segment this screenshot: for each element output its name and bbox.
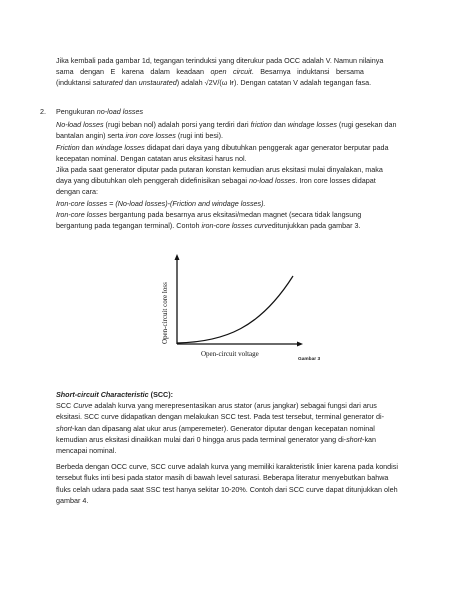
italic-term: open circuit bbox=[210, 67, 252, 77]
text-line: fluks celah udara pada saat SSC test hanya sekitar 10-20%. Contoh dari SCC curve dapat ditunjukkan oleh bbox=[56, 484, 398, 494]
text-span: dan bbox=[124, 78, 137, 88]
italic-term: friction bbox=[250, 120, 272, 130]
text-span: dan bbox=[273, 120, 286, 130]
text-span: (rugi inti besi). bbox=[177, 131, 224, 141]
list-number: 2. bbox=[40, 107, 46, 116]
text-span: (SCC): bbox=[150, 390, 174, 399]
text-line: kecepatan nominal. Dengan catatan arus eksitasi harus nol. bbox=[56, 153, 247, 163]
italic-term: saturated bbox=[92, 78, 123, 88]
text-span: . Besarnya induktansi bersama bbox=[251, 67, 364, 77]
core-loss-plot bbox=[155, 248, 355, 372]
italic-term: Iron-core losses bbox=[56, 209, 108, 219]
y-axis-arrow bbox=[175, 254, 180, 260]
text-span: sama dengan E karena dalam keadaan bbox=[56, 67, 204, 77]
text-line: eksitasi. SCC curve didapatkan dengan melakukan SCC test. Pada test tersebut, terminal generator di- bbox=[56, 412, 384, 422]
text-span: bergantung pada tegangan terminal). Contoh bbox=[56, 221, 200, 231]
text-line: Berbeda dengan OCC curve, SCC curve adalah kurva yang memiliki karakteristik linier karena pada kondisi bbox=[56, 462, 398, 472]
text-span: SCC bbox=[56, 401, 72, 411]
italic-term: short bbox=[56, 423, 72, 433]
text-span: -kan dan dipasang alat ukur arus (amperemeter). Generator diputar dengan kecepatan nominal bbox=[71, 423, 375, 433]
text-span: ditunjukkan pada gambar 3. bbox=[271, 221, 361, 231]
text-span: (induktansi bbox=[56, 78, 91, 88]
text-span: (rugi beban nol) adalah porsi yang terdiri dari bbox=[105, 120, 249, 130]
figure-caption: Gambar 3 bbox=[298, 357, 321, 362]
text-span: . Iron core losses didapat bbox=[295, 176, 376, 186]
section-scc bbox=[56, 389, 426, 506]
italic-term: windage losses bbox=[287, 120, 337, 130]
text-span: adalah kurva yang merepresentasikan arus stator (arus jangkar) sebagai fungsi dari arus bbox=[94, 401, 377, 411]
text-span: Pengukuran bbox=[56, 107, 95, 116]
formula: Iron-core losses = (No-load losses)-(Friction and windage losses). bbox=[56, 198, 266, 208]
italic-term: Curve bbox=[73, 401, 93, 411]
text-line bbox=[56, 400, 426, 411]
intro-paragraph bbox=[56, 55, 424, 89]
text-line bbox=[56, 434, 426, 445]
section-heading bbox=[56, 106, 426, 117]
section-noload bbox=[56, 106, 426, 231]
x-axis-arrow bbox=[297, 342, 303, 347]
text-line: mencapai nominal. bbox=[56, 446, 117, 456]
text-span: bantalan angin) serta bbox=[56, 131, 124, 141]
italic-term: windage losses bbox=[95, 142, 145, 152]
italic-term: No-load losses bbox=[56, 120, 104, 130]
text-line bbox=[56, 175, 426, 186]
italic-term: iron-core losses curve bbox=[201, 221, 272, 231]
italic-term: iron core losses bbox=[125, 131, 176, 141]
text-span: kemudian arus eksitasi dinaikkan mulai dari 0 hingga arus pada terminal generator yang di- bbox=[56, 434, 347, 444]
y-axis-label: Open-circuit core loss bbox=[161, 282, 169, 344]
text-line bbox=[56, 209, 426, 220]
text-line: Jika kembali pada gambar 1d, tegangan terinduksi yang diterukur pada OCC adalah V. Namun nilainya bbox=[56, 56, 384, 65]
text-line bbox=[56, 423, 426, 434]
text-line: gambar 4. bbox=[56, 495, 89, 505]
section-heading bbox=[56, 389, 426, 400]
text-line bbox=[56, 130, 426, 141]
x-axis-label: Open-circuit voltage bbox=[201, 350, 259, 358]
italic-term: Friction bbox=[56, 142, 80, 152]
text-line: Jika pada saat generator diputar pada putaran konstan kemudian arus eksitasi mulai dinyalakan, maka bbox=[56, 165, 383, 175]
italic-term: short bbox=[346, 434, 363, 444]
text-span: daya yang dibutuhkan oleh penggerah didefinisikan sebagai bbox=[56, 176, 248, 186]
figure-core-loss bbox=[155, 248, 355, 372]
text-span: ) adalah √2V/(ω Iғ). Dengan catatan V adalah tegangan fasa. bbox=[176, 78, 372, 88]
text-line: tersebut fluks inti besi pada stator masih di bawah level saturasi. Beberapa literatur menyebutkan bahwa bbox=[56, 473, 389, 483]
text-span: bergantung pada besarnya arus eksitasi/medan magnet (secara tidak langsung bbox=[109, 209, 362, 219]
text-line bbox=[56, 77, 424, 88]
text-line bbox=[56, 142, 426, 153]
italic-term: Short-circuit Characteristic bbox=[56, 390, 149, 399]
text-line bbox=[56, 220, 426, 231]
text-line bbox=[56, 66, 424, 77]
text-line bbox=[56, 119, 426, 130]
text-span: didapat dari daya yang dibutuhkan penggerak agar generator berputar pada bbox=[146, 142, 389, 152]
text-span: -kan bbox=[362, 434, 377, 444]
italic-term: no-load losses bbox=[249, 176, 296, 186]
italic-term: no-load losses bbox=[96, 107, 144, 116]
text-span: dan bbox=[81, 142, 94, 152]
text-line: dengan cara: bbox=[56, 187, 98, 197]
core-loss-curve bbox=[177, 276, 293, 343]
italic-term: unstaurated bbox=[138, 78, 177, 88]
text-span: (rugi gesekan dan bbox=[338, 120, 397, 130]
